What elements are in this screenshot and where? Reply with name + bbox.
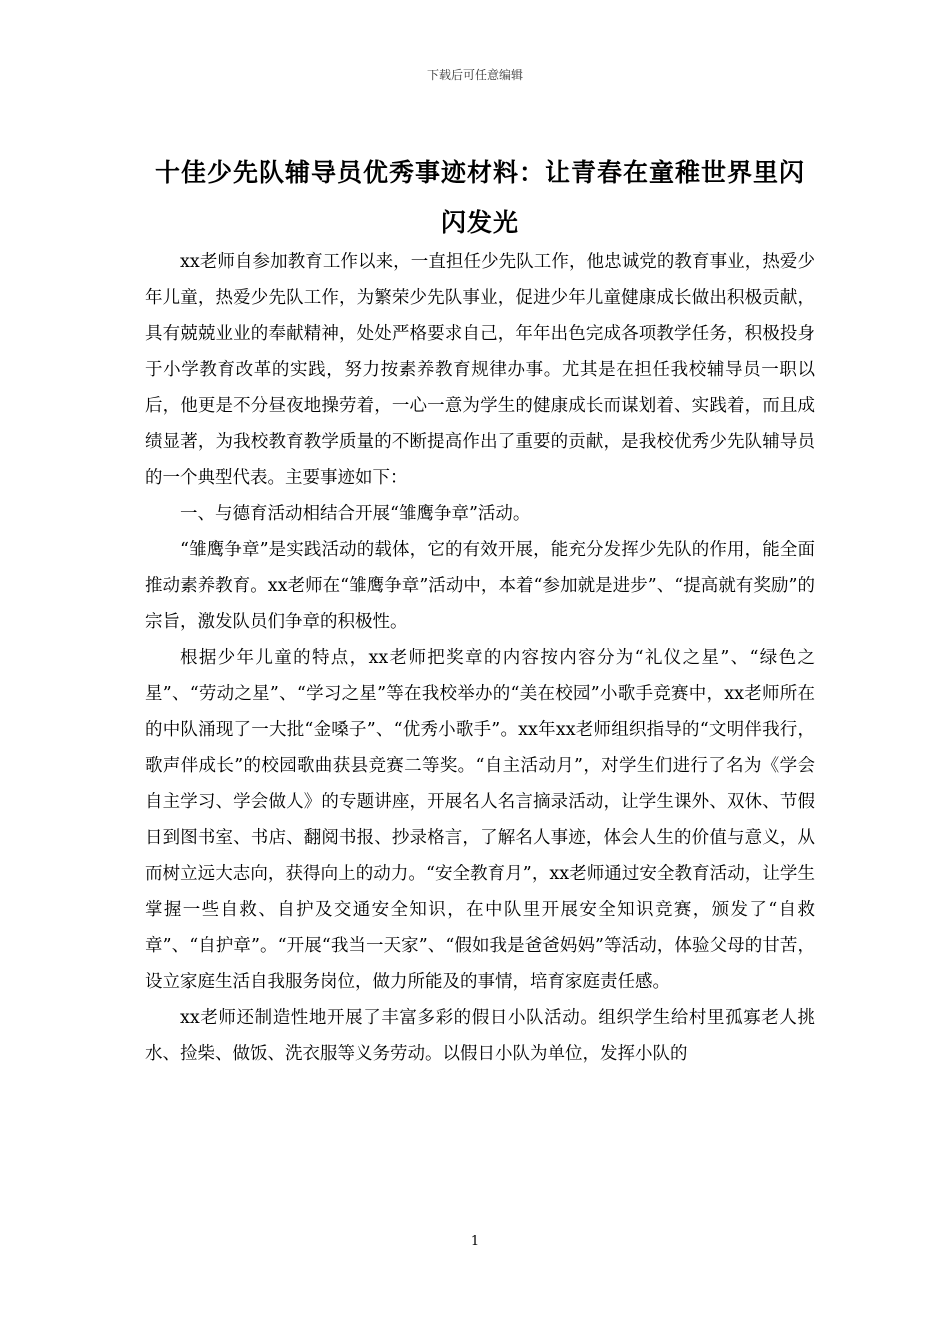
page-header-note: 下载后可任意编辑 — [426, 68, 523, 82]
body-paragraph: xx老师还制造性地开展了丰富多彩的假日小队活动。组织学生给村里孤寡老人挑水、捡柴、做饭、洗衣服等义务劳动。以假日小队为单位，发挥小队的 — [145, 1008, 815, 1064]
page-number: 1 — [470, 1234, 480, 1249]
body-paragraph: 根据少年儿童的特点，xx老师把奖章的内容按内容分为“礼仪之星”、“绿色之星”、“劳动之星”、“学习之星”等在我校举办的“美在校园”小歌手竞赛中，xx老师所在的中队涌现了一大批“金嗓子”、“优秀小歌手”。xx年xx老师组织指导的“文明伴我行，歌声伴成长”的校园歌曲获县竞赛二等奖。“自主活动月”，对学生们进行了名为《学会自主学习、学会做人》的专题讲座，开展名人名言摘录活动，让学生课外、双休、节假日到图书室、书店、翻阅书报、抄录格言，了解名人事迹，体会人生的价值与意义，从而树立远大志向，获得向上的动力。“安全教育月”，xx老师通过安全教育活动，让学生掌握一些自救、自护及交通安全知识，在中队里开展安全知识竞赛，颁发了“自救章”、“自护章”。“开展“我当一天家”、“假如我是爸爸妈妈”等活动，体验父母的甘苦，设立家庭生活自我服务岗位，做力所能及的事情，培育家庭责任感。 — [145, 648, 815, 992]
document-body — [145, 244, 815, 1072]
document-title: 十佳少先队辅导员优秀事迹材料：让青春在童稚世界里闪闪发光 — [154, 158, 805, 237]
section-heading: 一、与德育活动相结合开展“雏鹰争章”活动。 — [180, 504, 531, 524]
body-paragraph: “雏鹰争章”是实践活动的载体，它的有效开展，能充分发挥少先队的作用，能全面推动素养教育。xx老师在“雏鹰争章”活动中，本着“参加就是进步”、“提高就有奖励”的宗旨，激发队员们争章的积极性。 — [145, 540, 815, 632]
body-paragraph: xx老师自参加教育工作以来，一直担任少先队工作，他忠诚党的教育事业，热爱少年儿童，热爱少先队工作，为繁荣少先队事业，促进少年儿童健康成长做出积极贡献，具有兢兢业业的奉献精神，处处严格要求自己，年年出色完成各项教学任务，积极投身于小学教育改革的实践，努力按素养教育规律办事。尤其是在担任我校辅导员一职以后，他更是不分昼夜地操劳着，一心一意为学生的健康成长而谋划着、实践着，而且成绩显著，为我校教育教学质量的不断提高作出了重要的贡献，是我校优秀少先队辅导员的一个典型代表。主要事迹如下： — [145, 252, 815, 488]
